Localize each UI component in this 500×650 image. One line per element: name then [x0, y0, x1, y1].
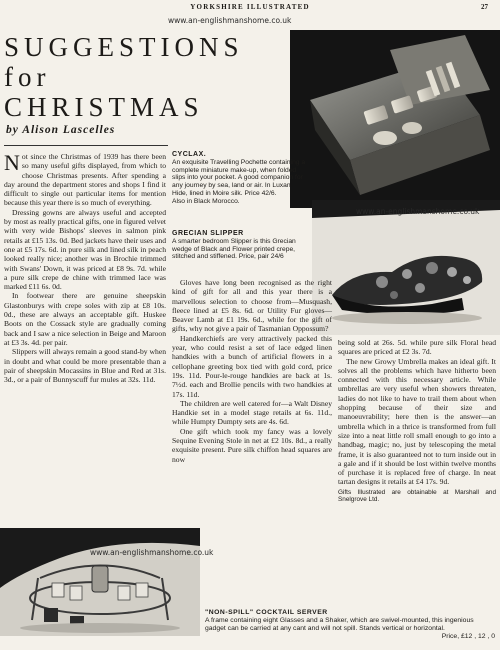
page-header	[0, 3, 500, 17]
col2-para-4: One gift which took my fancy was a lovely Sequine Evening Stole in net at £2 10s. 8d., a really exquisite present. Pure silk chiffon head squares are now	[172, 426, 332, 464]
cyclax-price: Price 42/6.	[244, 189, 277, 197]
col2-para-3: The children are well catered for—a Walt Disney Handkie set in a model stage retails at 6s. 11d., while Humpty Dumpty sets are 4s. 6d.	[172, 398, 332, 427]
col1-para-3: In footwear there are genuine sheepskin Glastonburys with crepe soles with zip at £8 10s. 0d., these are always an acceptable gift. Huskee Boots on the Cossack style are gradually coming back and I saw a nice selection in Beige and Maroon at £3 3s. 4d. per pair.	[4, 291, 166, 347]
col3-para-1: being sold at 26s. 5d. while pure silk Floral head squares are priced at £2 3s. 7d.	[338, 338, 496, 357]
page-number: 27	[481, 3, 488, 11]
title-line-3: CHRISTMAS	[4, 92, 204, 122]
slipper-text: A smarter bedroom Slipper is this Grecian wedge of Black and Flower printed crepe, stitched and stiffened. Price, pair 24/6	[172, 237, 296, 261]
col1-para-1: Not since the Christmas of 1939 has there been so many useful gifts displayed, from which to choose Christmas presents. After spending a day around the department stores and shops I find it difficult to single out particular items for mention because this year there is so much of everything.	[4, 150, 166, 208]
pochette-photo	[290, 30, 500, 208]
article-column-1	[4, 152, 166, 384]
col1-para-4: Slippers will always remain a good stand-by when in doubt and what could be more presentable than a pair of sheepskin Mocassins in Blue and Red at 31s. 3d., or a pair of Bunnyscuff fur mules at 32s. 11d.	[4, 347, 166, 385]
slipper-photo	[312, 200, 500, 335]
article-column-2	[172, 278, 332, 464]
slipper-caption	[172, 230, 307, 261]
watermark-3: www.an-englishmanshome.co.uk	[90, 548, 214, 557]
col1-para-2: Dressing gowns are always useful and accepted by most as really practical gifts, one in figured velvet with very wide Bishops' sleeves in salmon pink retails at £15 13s. 0d. Bed jackets have their uses and one at £5 17s. 6d. in pure silk and lined silk in peach looked really nice; another was in Brochie trimmed with Swans' Down, it was priced at £8 9s. 7d. while a pure silk crepe de chine with trimmed lace was marked £11 6s. 0d.	[4, 207, 166, 292]
cyclax-caption	[172, 151, 307, 206]
watermark: www.an-englishmanshome.co.uk	[168, 16, 292, 25]
cyclax-heading: CYCLAX.	[172, 151, 207, 158]
article-column-3	[338, 338, 496, 504]
stockist-credit: Gifts Illustrated are obtainable at Marshall and Snelgrove Ltd.	[338, 488, 496, 504]
pochette-image	[290, 30, 500, 208]
cocktail-server-image	[0, 528, 200, 636]
watermark-2: www.an-englishmanshome.co.uk	[356, 207, 480, 216]
title-rule	[4, 145, 168, 146]
col2-para-1: Gloves have long been recognised as the right kind of gift for all and this year there is a marvellous selection to choose from—Musquash, fleece lined at £5 8s. 6d. or Utility Fur gloves—Beaver Lamb at £1 19s. 6d., while for the gift of gifts, why not give a pair of Tasmanian Oppossum?	[172, 278, 332, 334]
col2-para-2: Handkerchiefs are very attractively packed this year, who could resist a set of lace edged linen handkies with a bunch of artificial flowers in a cellophane greeting box tied with gold cord, price 19s. 11d. Pour-le-rouge handkies are back at 1s. 7½d. each and Brollie pencils with two handkies at 17s. 11d.	[172, 333, 332, 399]
server-text: A frame containing eight Glasses and a Shaker, which are swivel-mounted, this ingenious gadget can be carried at any cant and will not spill. Stands vertical or horizontal.	[205, 617, 474, 632]
byline: by Alison Lascelles	[6, 124, 116, 136]
col3-para-2: The new Growy Umbrella makes an ideal gift. It solves all the problems which have hitherto been connected with this necessary article. While umbrellas are very useful when showers threaten, ladies do not like to have to trail them about when shopping because of their size and manoeuvrability; here then is the answer—an umbrella which in a thrice is transformed from full size into a neat little roll small enough to go into a handbag, magic; no, just by telescoping the metal frame, it is also guaranteed not to turn inside out in a gale and if it should be lost within twelve months of purchase it is replaced free of charge. In neat tartan designs it retails at £4 17s. 9d.	[338, 356, 496, 487]
title-line-2: for	[4, 62, 51, 92]
slipper-image	[312, 200, 500, 335]
title-line-1: SUGGESTIONS	[4, 32, 244, 62]
server-price: Price, £12 , 12 , 0	[441, 633, 495, 640]
drop-cap: N	[4, 150, 20, 175]
magazine-name: YORKSHIRE ILLUSTRATED	[190, 3, 310, 11]
cocktail-server-caption	[205, 609, 495, 641]
server-heading: "NON-SPILL" COCKTAIL SERVER	[205, 609, 328, 616]
cyclax-text: An exquisite Travelling Pochette containing a complete miniature make-up, when folded slips into your pocket. A good companion for any journey by sea, land or air. In Luxan Hide, lined in Moire silk.	[172, 158, 306, 197]
slipper-heading: GRECIAN SLIPPER	[172, 230, 244, 237]
cocktail-server-photo	[0, 528, 200, 636]
cyclax-extra: Also in Black Morocco.	[172, 197, 240, 205]
